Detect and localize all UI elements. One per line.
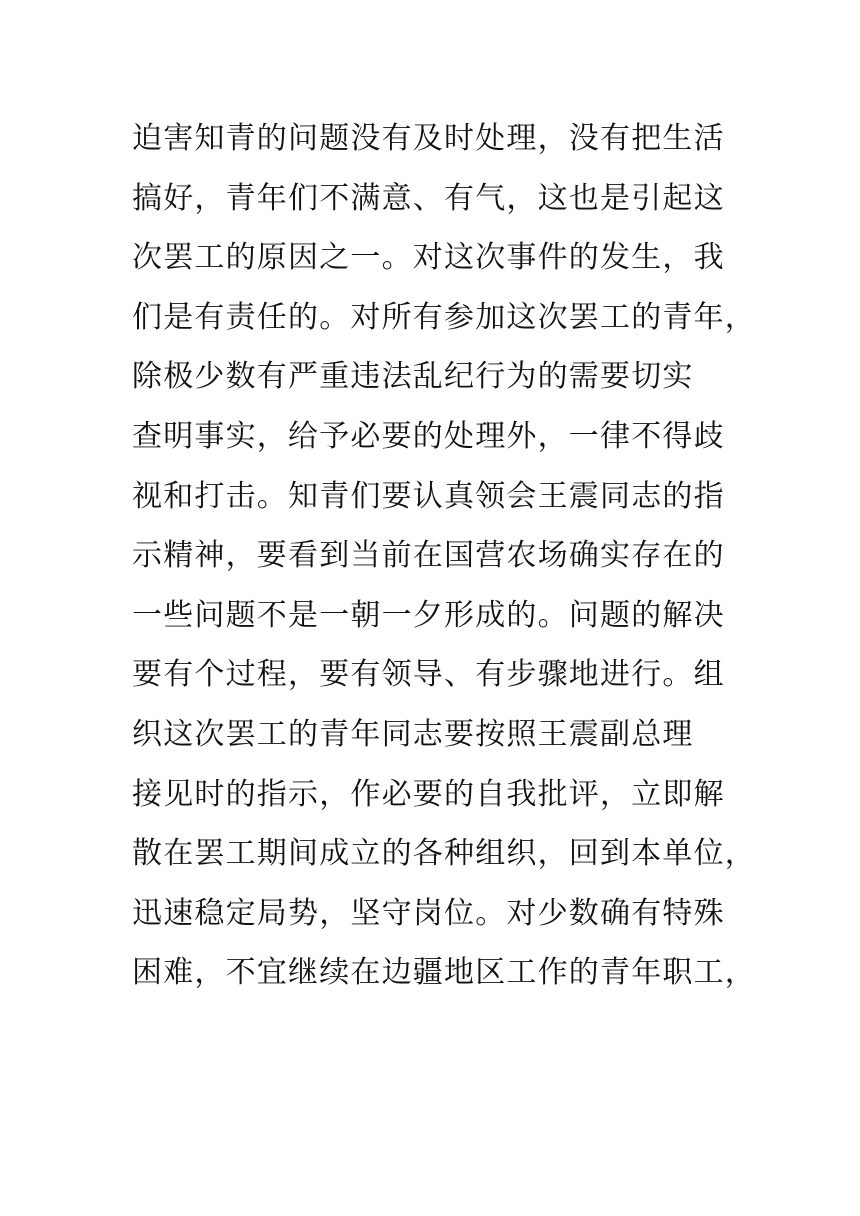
text-line: 散在罢工期间成立的各种组织，回到本单位， [132, 836, 756, 872]
text-line: 迫害知青的问题没有及时处理，没有把生活 [132, 121, 725, 156]
text-line: 要有个过程，要有领导、有步骤地进行。组 [132, 657, 725, 693]
text-line: 接见时的指示，作必要的自我批评，立即解 [132, 776, 725, 812]
text-line: 查明事实，给予必要的处理外，一律不得歧 [132, 418, 725, 454]
text-line: 示精神，要看到当前在国营农场确实存在的 [132, 538, 725, 574]
text-line: 次罢工的原因之一。对这次事件的发生，我 [132, 240, 725, 276]
text-line: 一些问题不是一朝一夕形成的。问题的解决 [132, 597, 725, 633]
text-line: 迅速稳定局势，坚守岗位。对少数确有特殊 [132, 895, 725, 931]
body-text [132, 109, 772, 1003]
text-line: 困难，不宜继续在边疆地区工作的青年职工， [132, 955, 756, 991]
text-line: 们是有责任的。对所有参加这次罢工的青年， [132, 299, 756, 335]
text-line: 视和打击。知青们要认真领会王震同志的指 [132, 478, 725, 514]
text-line: 织这次罢工的青年同志要按照王震副总理 [132, 716, 694, 752]
text-line: 除极少数有严重违法乱纪行为的需要切实 [132, 359, 694, 395]
text-line: 搞好，青年们不满意、有气，这也是引起这 [132, 180, 725, 216]
